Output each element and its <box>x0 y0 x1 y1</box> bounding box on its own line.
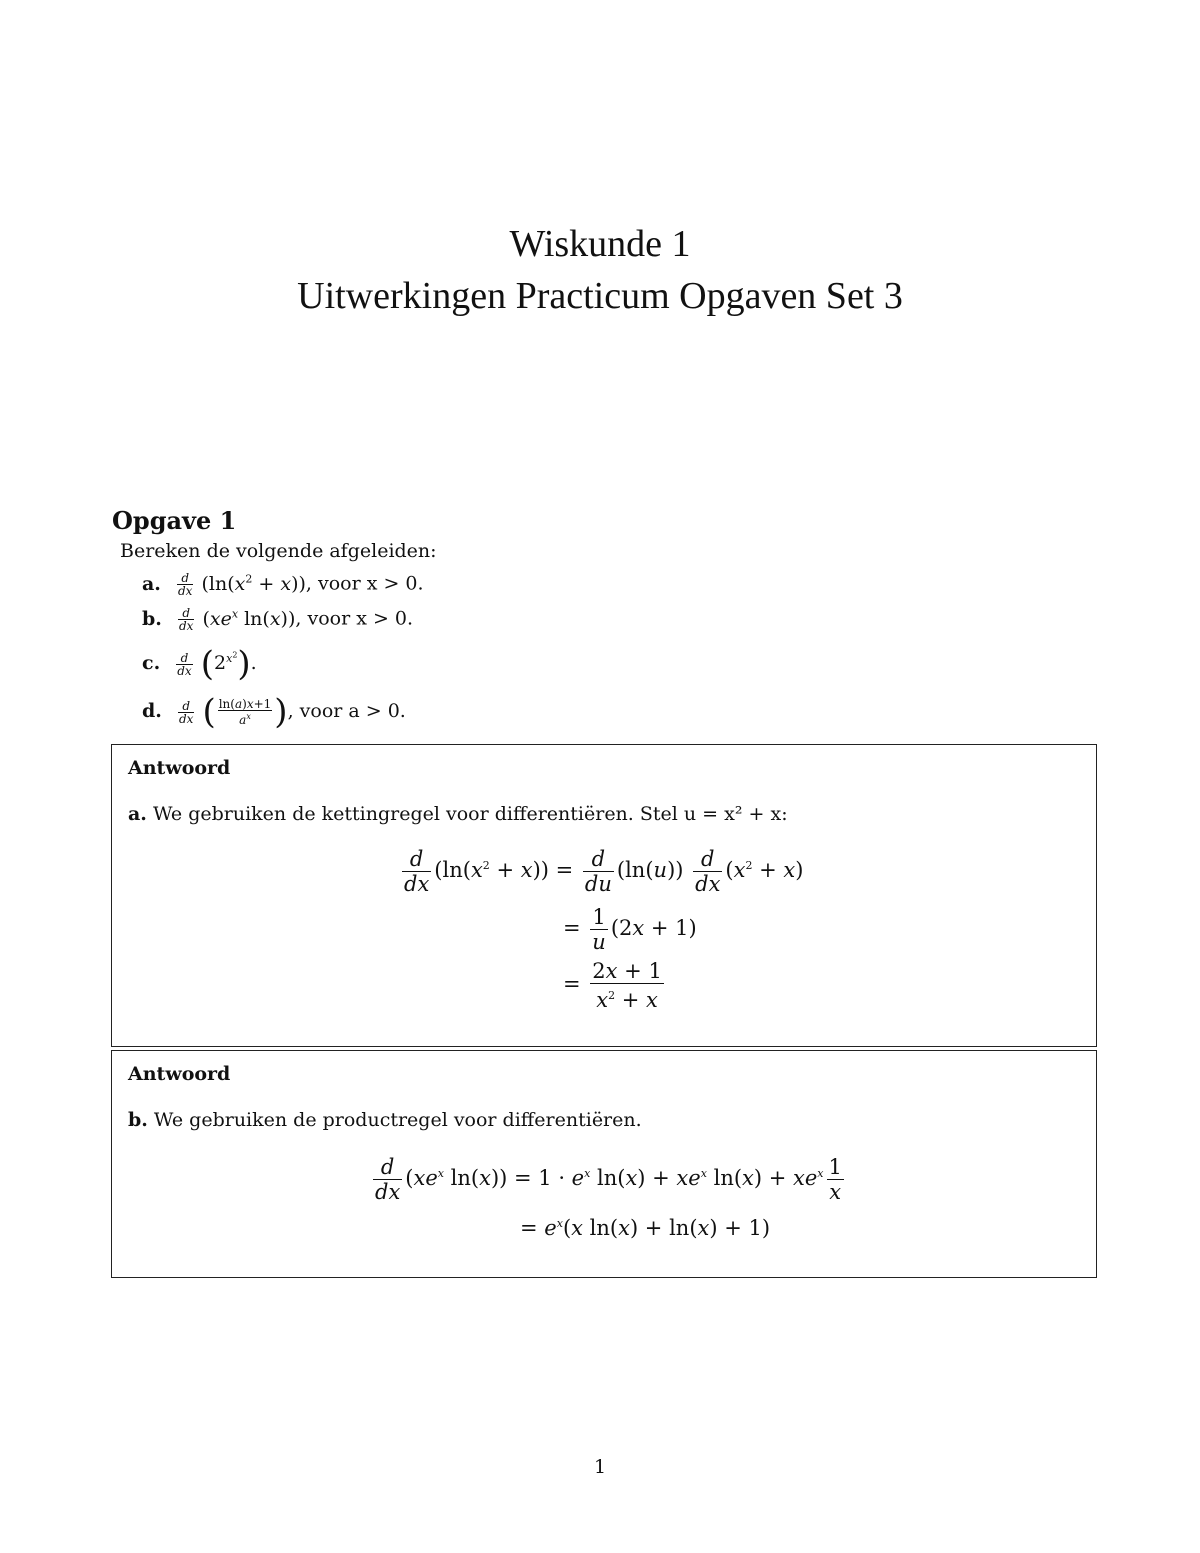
answer-sentence: We gebruiken de kettingregel voor differentiëren. Stel <box>152 803 678 825</box>
equation-line-2: = $e^x(x$ ln(x) + ln(x) + 1) <box>520 1216 771 1240</box>
answer-label: a. <box>128 803 147 825</box>
section-heading: Opgave 1 <box>112 506 237 535</box>
equation-line-1: $\frac{d}{dx}$ $(\ln(x^2 + x))$ = $\frac{d}{du}$ (ln(u)) $\frac{d}{dx}$ $(x^2 + x)$ <box>404 847 804 896</box>
answer-label: b. <box>128 1109 148 1131</box>
derivative-operator: $\frac{d}{dx}$ <box>178 606 194 633</box>
exercise-item-b <box>142 607 413 632</box>
expression: $(\ln(x^2 + x))$ <box>201 572 306 595</box>
section-intro: Bereken de volgende afgeleiden: <box>120 540 437 562</box>
expression: $(2^{x^2})$ <box>200 644 251 684</box>
expression: ( $\frac{\ln(a)x+1}{a^x}$ ) <box>202 692 288 732</box>
answer-text <box>128 1109 642 1131</box>
item-label: c. <box>142 652 161 674</box>
answer-sentence: We gebruiken de productregel voor differentiëren. <box>153 1109 642 1131</box>
answer-heading: Antwoord <box>128 757 231 779</box>
item-condition: . <box>250 652 257 674</box>
item-condition: , voor a > 0. <box>287 700 406 722</box>
exercise-item-c <box>142 644 257 684</box>
answer-heading: Antwoord <box>128 1063 231 1085</box>
item-condition: , voor x > 0. <box>305 572 424 595</box>
document-subtitle: Uitwerkingen Practicum Opgaven Set 3 <box>297 275 903 317</box>
item-condition: , voor x > 0. <box>295 607 414 630</box>
answer-substitution: u = x² + x: <box>683 803 788 825</box>
item-label: b. <box>142 607 162 630</box>
equation-line-3: = $\frac{2x + 1}{x^2 + x}$ <box>563 959 662 1012</box>
derivative-operator: $\frac{d}{dx}$ <box>177 571 193 598</box>
answer-box-a <box>111 744 1097 1047</box>
derivative-operator: $\frac{d}{dx}$ <box>177 650 192 678</box>
equation-line-1: $\frac{d}{dx}$ ($xe^x$ $\ln(x)) = 1 \cdot e^x$ $\ln(x) + xe^x$ $\ln(x) + xe^x$ $\frac{1}{x}$ <box>375 1155 842 1204</box>
document-title: Wiskunde 1 <box>509 223 691 265</box>
item-label: a. <box>142 572 161 595</box>
answer-box-b <box>111 1050 1097 1278</box>
item-label: d. <box>142 700 162 722</box>
expression: ($xe^x$ ln(x)) <box>202 607 296 630</box>
exercise-item-d <box>142 692 406 732</box>
page-number: 1 <box>593 1456 607 1478</box>
equation-line-2: = $\frac{1}{u}$ (2x + 1) <box>563 905 697 954</box>
derivative-operator: $\frac{d}{dx}$ <box>178 698 194 726</box>
exercise-item-a <box>142 572 424 597</box>
answer-text <box>128 803 788 825</box>
